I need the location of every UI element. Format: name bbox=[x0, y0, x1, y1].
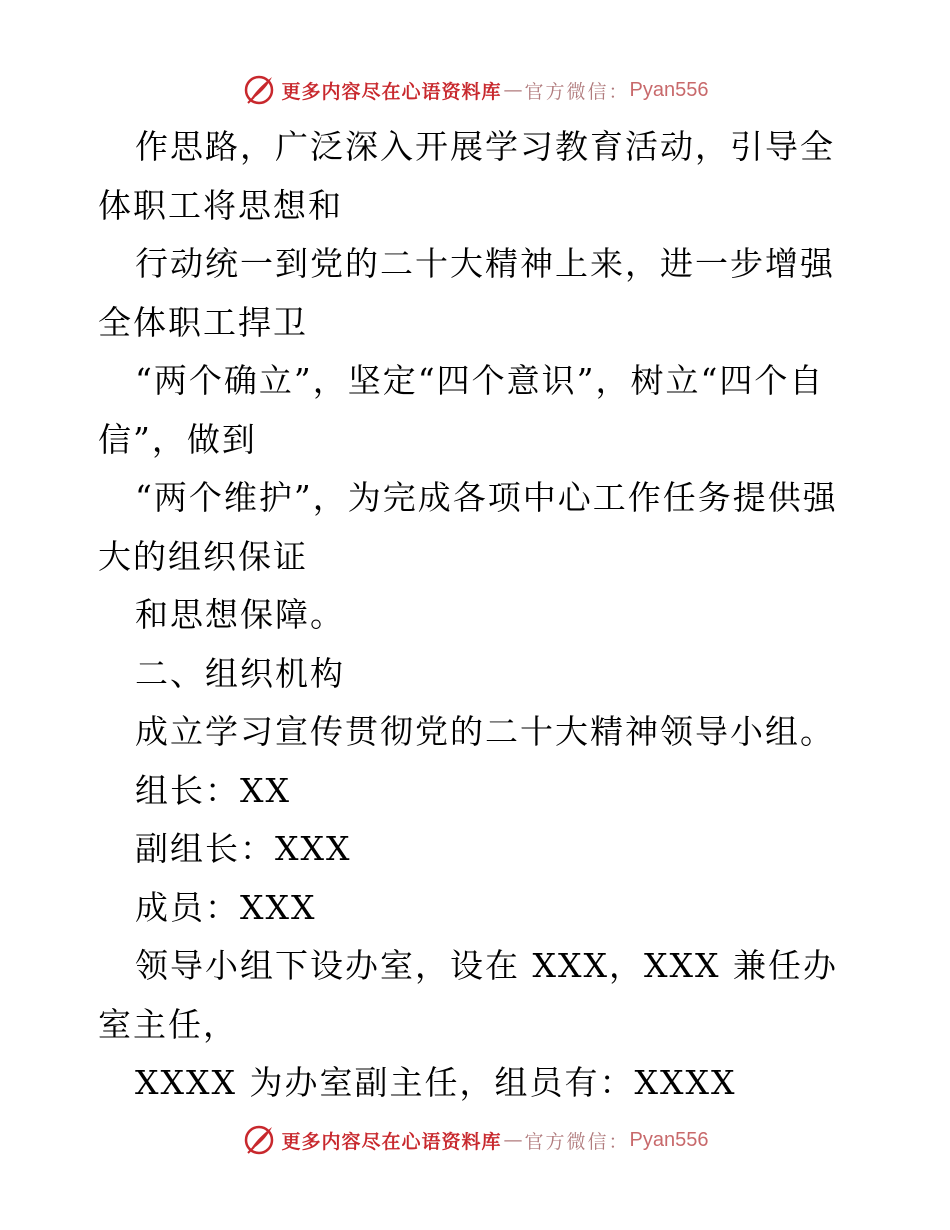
section-heading: 二、组织机构 bbox=[135, 653, 345, 693]
paragraph: 成立学习宣传贯彻党的二十大精神领导小组。 bbox=[135, 712, 835, 751]
paragraph: 行动统一到党的二十大精神上来，进一步增强全体职工捍卫 bbox=[98, 244, 835, 342]
paragraph: “两个维护”，为完成各项中心工作任务提供强大的组织保证 bbox=[98, 478, 838, 576]
quill-pen-logo-icon bbox=[242, 1123, 276, 1157]
wechat-handle: Pyan556 bbox=[629, 1128, 709, 1151]
brand-text: 更多内容尽在心语资料库 bbox=[281, 80, 502, 103]
paragraph: 领导小组下设办室，设在 XXX，XXX 兼任办室主任， bbox=[98, 946, 838, 1044]
paragraph: “两个确立”，坚定“四个意识”，树立“四个自信”，做到 bbox=[98, 361, 825, 459]
wechat-handle: Pyan556 bbox=[629, 78, 709, 101]
watermark-banner bbox=[242, 1123, 709, 1157]
paragraph: 成员：XXX bbox=[135, 887, 317, 927]
brand-text: 更多内容尽在心语资料库 bbox=[281, 1130, 502, 1153]
watermark-banner bbox=[242, 73, 709, 107]
paragraph: 组长：XX bbox=[135, 770, 291, 810]
wechat-label: 官方微信： bbox=[524, 1130, 630, 1153]
page-footer-banner bbox=[0, 1120, 950, 1160]
banner-separator: — bbox=[503, 1129, 523, 1151]
wechat-label: 官方微信： bbox=[524, 80, 630, 103]
banner-separator: — bbox=[503, 79, 523, 101]
document-body bbox=[98, 118, 858, 1113]
paragraph: 作思路，广泛深入开展学习教育活动，引导全体职工将思想和 bbox=[98, 127, 835, 225]
quill-pen-logo-icon bbox=[242, 73, 276, 107]
page-header-banner bbox=[0, 70, 950, 110]
paragraph: XXXX 为办室副主任，组员有：XXXX bbox=[135, 1063, 737, 1102]
paragraph: 副组长：XXX bbox=[135, 829, 352, 868]
paragraph: 和思想保障。 bbox=[135, 595, 345, 634]
